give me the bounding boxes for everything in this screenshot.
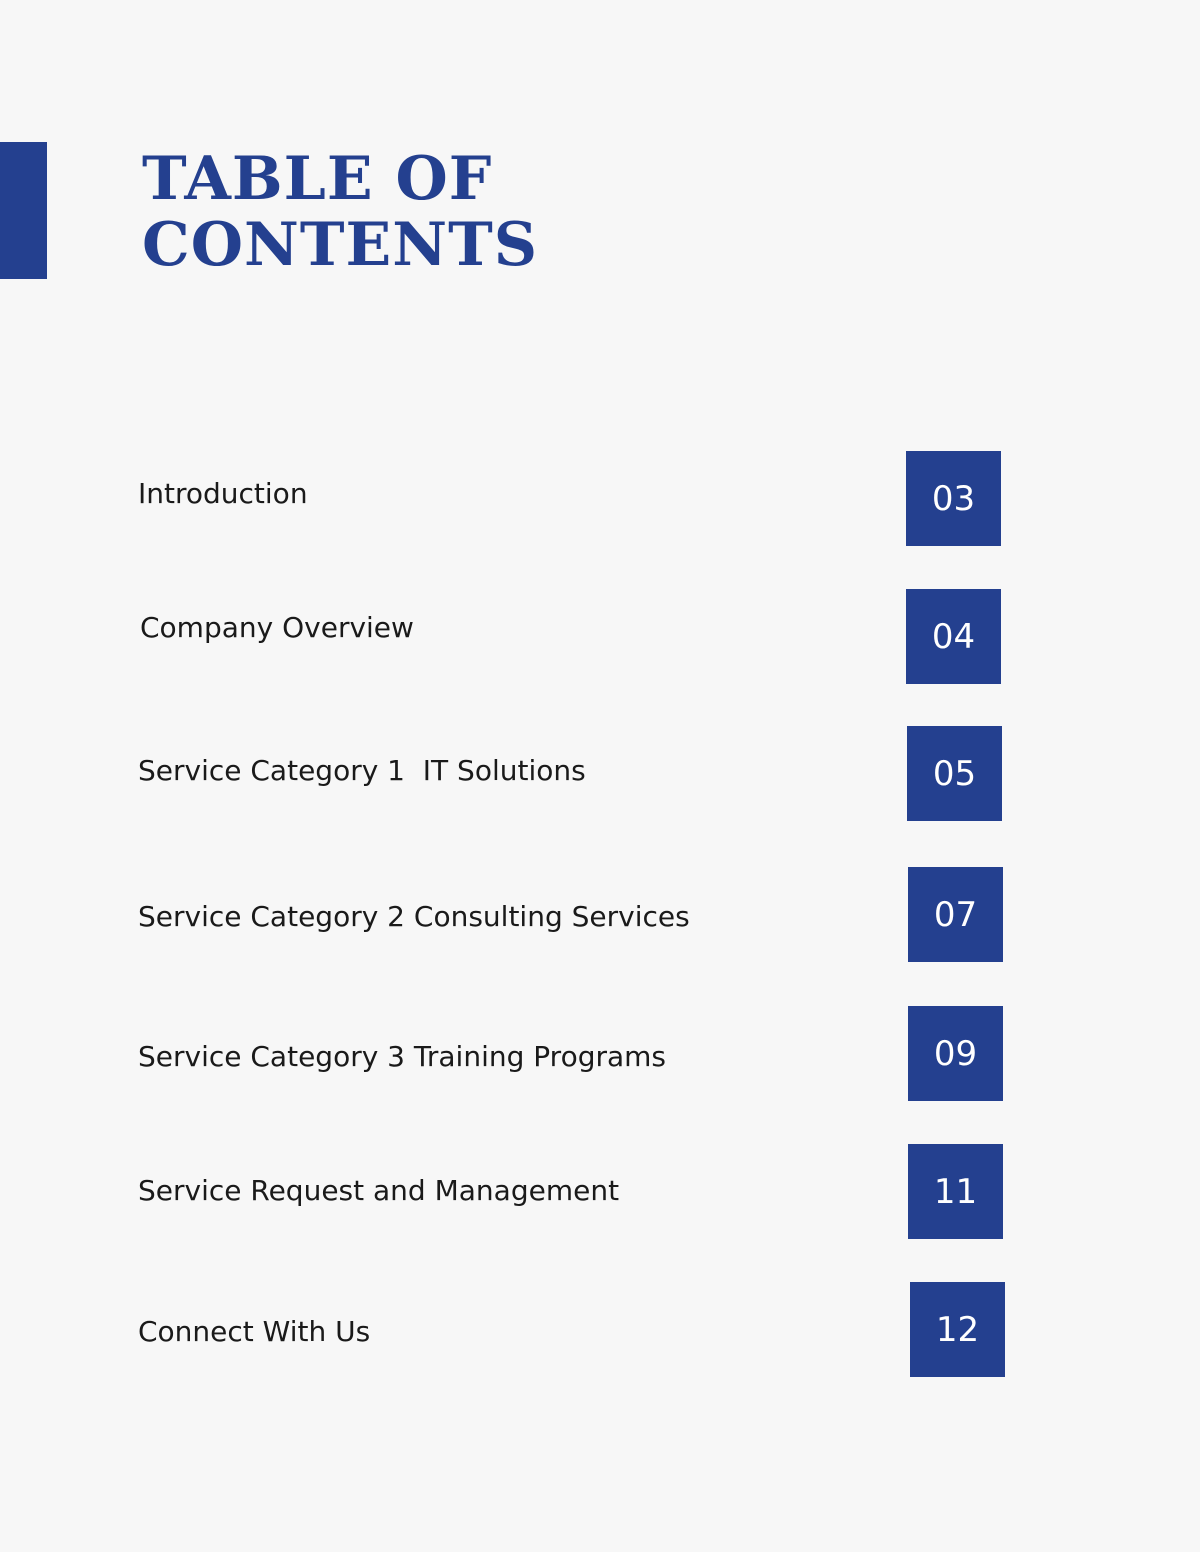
toc-page-number: 11: [908, 1144, 1003, 1239]
toc-page-number: 09: [908, 1006, 1003, 1101]
title-line-2: CONTENTS: [142, 210, 539, 280]
accent-bar: [0, 142, 47, 279]
toc-entry-label: Company Overview: [140, 611, 414, 644]
toc-page-number: 12: [910, 1282, 1005, 1377]
toc-entry-label: Connect With Us: [138, 1315, 371, 1348]
toc-entry-label: Service Category 1 IT Solutions: [138, 754, 586, 787]
toc-page-number: 07: [908, 867, 1003, 962]
page-title: [142, 146, 538, 278]
toc-page-number: 03: [906, 451, 1001, 546]
toc-entry-label: Service Category 2 Consulting Services: [138, 900, 690, 933]
title-line-1: TABLE OF: [142, 144, 493, 214]
toc-entry-label: Introduction: [138, 477, 308, 510]
toc-page-number: 05: [907, 726, 1002, 821]
toc-entry-label: Service Category 3 Training Programs: [138, 1040, 667, 1073]
toc-entry-label: Service Request and Management: [138, 1174, 620, 1207]
toc-page-number: 04: [906, 589, 1001, 684]
